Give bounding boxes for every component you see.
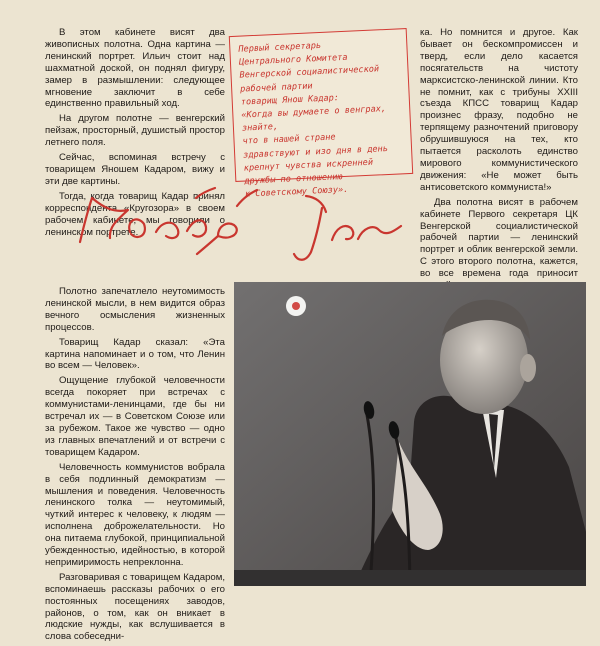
paragraph: Два полотна висят в рабочем кабинете Первого секретаря ЦК Венгерской социалистической рабочей партии — ленинский портрет и облик венгерской земли. С этого второго полотна, кажется, во все времена года приносит xyxy=(420,196,578,280)
paragraph: Человечность коммунистов вобрала в себя подлинный демократизм — мышления и поведения. Человечность ленинского толка — неутомимый, чуткий интерес к человеку, к людям — исполнена доброжелательности. Но она питаема глубокой, принципиальной убежденностью, идейностью, в которой непримиримость непреклонна. xyxy=(45,461,225,568)
paragraph: Ощущение глубокой человечности всегда покоряет при встречах с коммунистами-ленинцами, где бы ни встречал их — в Советском Союзе или за рубежом. Такое же чувство — одно из главных впечатлений и от встречи с товарищем Кадаром. xyxy=(45,375,225,458)
paragraph: Тогда, когда товарищ Кадар принял корреспондента «Кругозора» в своем рабочем кабинете, мы говорили о ленинском портрете. xyxy=(45,190,225,238)
paragraph: В этом кабинете висят два живописных полотна. Одна картина — ленинский портрет. Ильич стоит над шахматной доской, он поднял фигуру, замер в размышлении: следующее мгновение заключит в себе единственно правильный ход. xyxy=(45,27,225,110)
paragraph: Полотно запечатлело неутомимость ленинской мысли, в нем видится образ вечного осмысления жизненных процессов. xyxy=(45,286,225,333)
paragraph: Сейчас, вспоминая встречу с товарищем Яношем Кадаром, вижу и эти две картины. xyxy=(45,152,225,187)
signature-image xyxy=(70,180,416,262)
paragraph: Разговаривая с товарищем Кадаром, вспоминаешь рассказы рабочих о его постоянных посещениях заводов, районов, о том, как он вникает в людские нужды, как вслушивается в слова собеседни- xyxy=(45,571,225,643)
article-column-left-bottom xyxy=(45,286,225,646)
photo-kadar-press-conference xyxy=(234,282,586,586)
paragraph: ка. Но помнится и другое. Как бывает он бескомпромиссен и тверд, если дело касается посягательств на чистоту марксистско-ленинской линии. Кто не помнит, как с трибуны XXIII съезда КПСС товарищ Кадар произнес фразу, подобно не терпящему разночтений приговору обрушившуюся на тех, кто пытается расколоть единство мирового коммунистического движения: «Не может быть антисоветского коммуниста!» xyxy=(420,27,578,193)
paragraph: Товарищ Кадар сказал: «Эта картина напоминает и о том, что Ленин во всем — Человек». xyxy=(45,336,225,372)
quote-box xyxy=(229,28,413,200)
paragraph: На другом полотне — венгерский пейзаж, просторный, душистый простор летнего поля. xyxy=(45,113,225,149)
quote-text: Первый секретарь Центрального Комитета Венгерской социалистической рабочей партии товарищ Янош Кадар: «Когда вы думаете о венграх, знайте, что в нашей стране здравствуют и изо дня в день крепнут чувства искренней дружбы по отношению к Советскому Союзу». xyxy=(238,40,389,200)
